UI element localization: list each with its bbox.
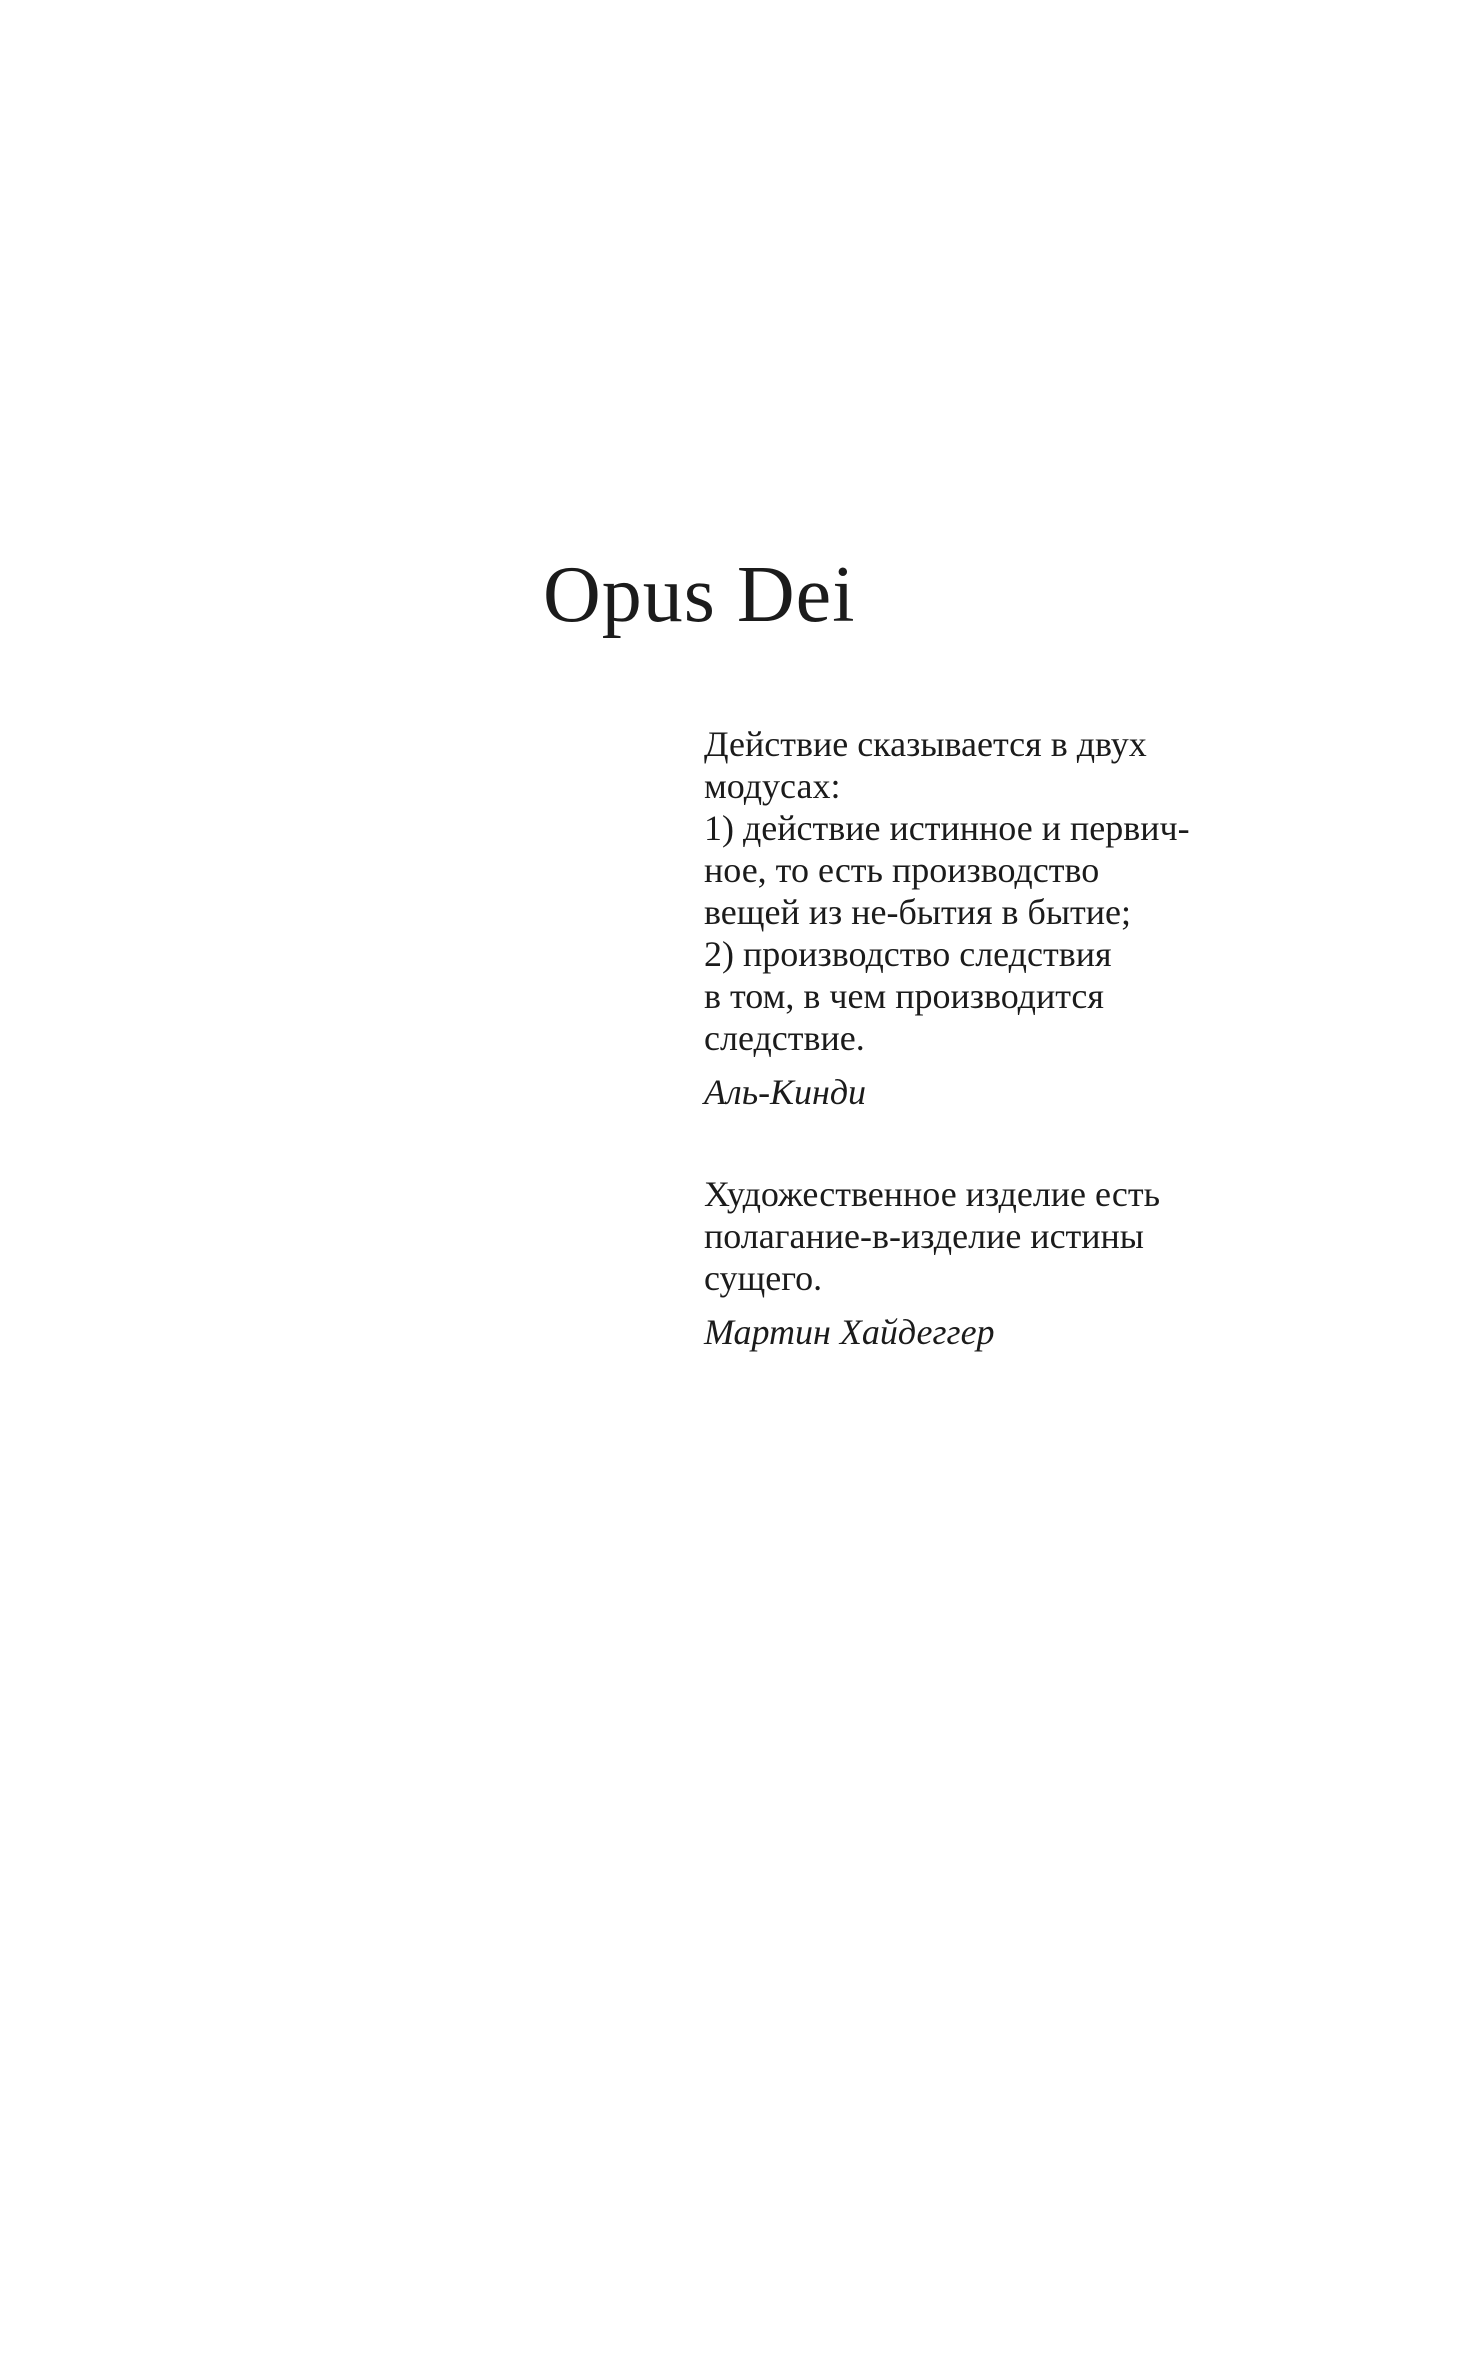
quote-line: вещей из не-бытия в бытие; — [704, 892, 1131, 932]
epigraph-quote — [704, 723, 1264, 1059]
epigraph-author: Мартин Хайдеггер — [704, 1312, 995, 1352]
quote-line: полагание-в-изделие истины — [704, 1216, 1144, 1256]
quote-line: в том, в чем производится — [704, 976, 1104, 1016]
quote-line: модусах: — [704, 766, 841, 806]
quote-line: ное, то есть производство — [704, 850, 1100, 890]
quote-line: 2) производство следствия — [704, 934, 1112, 974]
epigraph-quote — [704, 1173, 1264, 1299]
quote-line: 1) действие истинное и первич- — [704, 808, 1190, 848]
page-title: Opus Dei — [543, 551, 856, 639]
quote-line: сущего. — [704, 1258, 823, 1298]
epigraph-heidegger — [704, 1173, 1264, 1353]
epigraph-author: Аль-Кинди — [704, 1072, 867, 1112]
quote-line: Действие сказывается в двух — [704, 724, 1147, 764]
quote-line: Художественное изделие есть — [704, 1174, 1161, 1214]
quote-line: следствие. — [704, 1018, 865, 1058]
epigraph-al-kindi — [704, 723, 1264, 1113]
